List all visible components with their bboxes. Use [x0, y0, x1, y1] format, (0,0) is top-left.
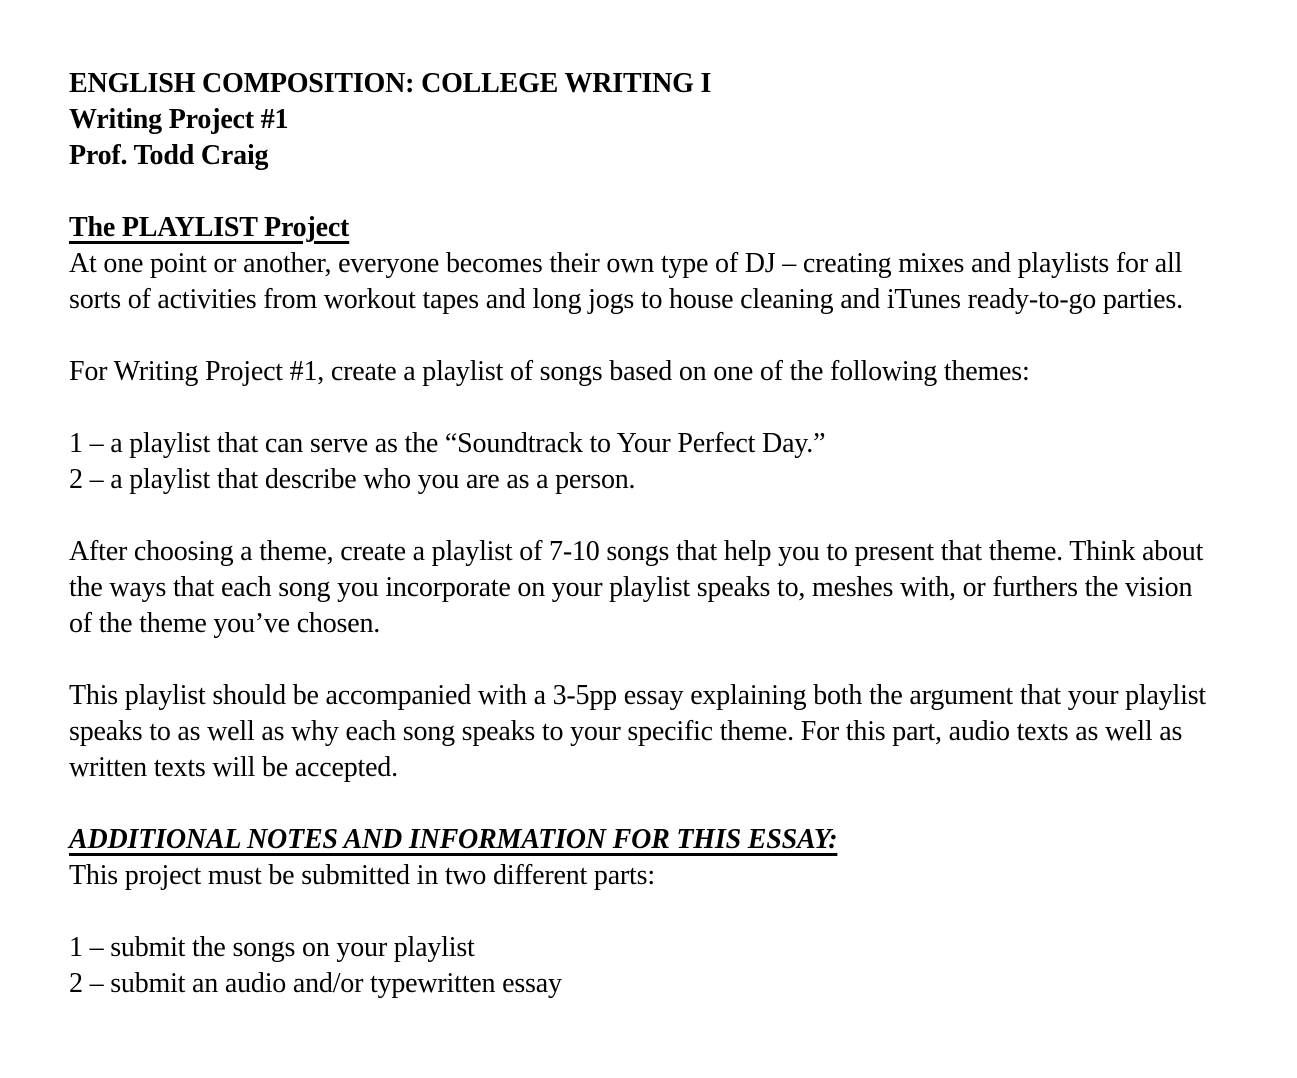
playlist-instructions-paragraph: After choosing a theme, create a playlist of 7-10 songs that help you to present that theme. Think about the ways that each song you incorporate on your playlist speaks to, meshes with, or furthers the vision of the theme you’ve chosen. [69, 536, 1204, 639]
additional-notes-section [69, 822, 1207, 1002]
theme-option-1: 1 – a playlist that can serve as the “Soundtrack to Your Perfect Day.” [69, 428, 826, 459]
theme-prompt-paragraph: For Writing Project #1, create a playlist of songs based on one of the following themes: [69, 356, 1030, 387]
project-number: Writing Project #1 [69, 104, 289, 135]
theme-options-list [69, 426, 1207, 498]
playlist-intro-paragraph: At one point or another, everyone becomes their own type of DJ – creating mixes and playlists for all sorts of activities from workout tapes and long jogs to house cleaning and iTunes ready-to-go parties. [69, 248, 1183, 315]
submission-part-1: 1 – submit the songs on your playlist [69, 932, 475, 963]
submission-intro-paragraph: This project must be submitted in two different parts: [69, 860, 655, 891]
playlist-project-section [69, 210, 1207, 786]
submission-part-2: 2 – submit an audio and/or typewritten essay [69, 968, 562, 999]
professor-name: Prof. Todd Craig [69, 140, 269, 171]
essay-requirement-paragraph: This playlist should be accompanied with a 3-5pp essay explaining both the argument that your playlist speaks to as well as why each song speaks to your specific theme. For this part, audio texts as well as written texts will be accepted. [69, 680, 1206, 783]
additional-notes-heading: ADDITIONAL NOTES AND INFORMATION FOR THIS ESSAY: [69, 824, 838, 855]
playlist-section-heading: The PLAYLIST Project [69, 212, 350, 243]
document-header [69, 66, 1207, 174]
course-title: ENGLISH COMPOSITION: COLLEGE WRITING I [69, 68, 712, 99]
theme-option-2: 2 – a playlist that describe who you are as a person. [69, 464, 636, 495]
submission-parts-list [69, 930, 1207, 1002]
